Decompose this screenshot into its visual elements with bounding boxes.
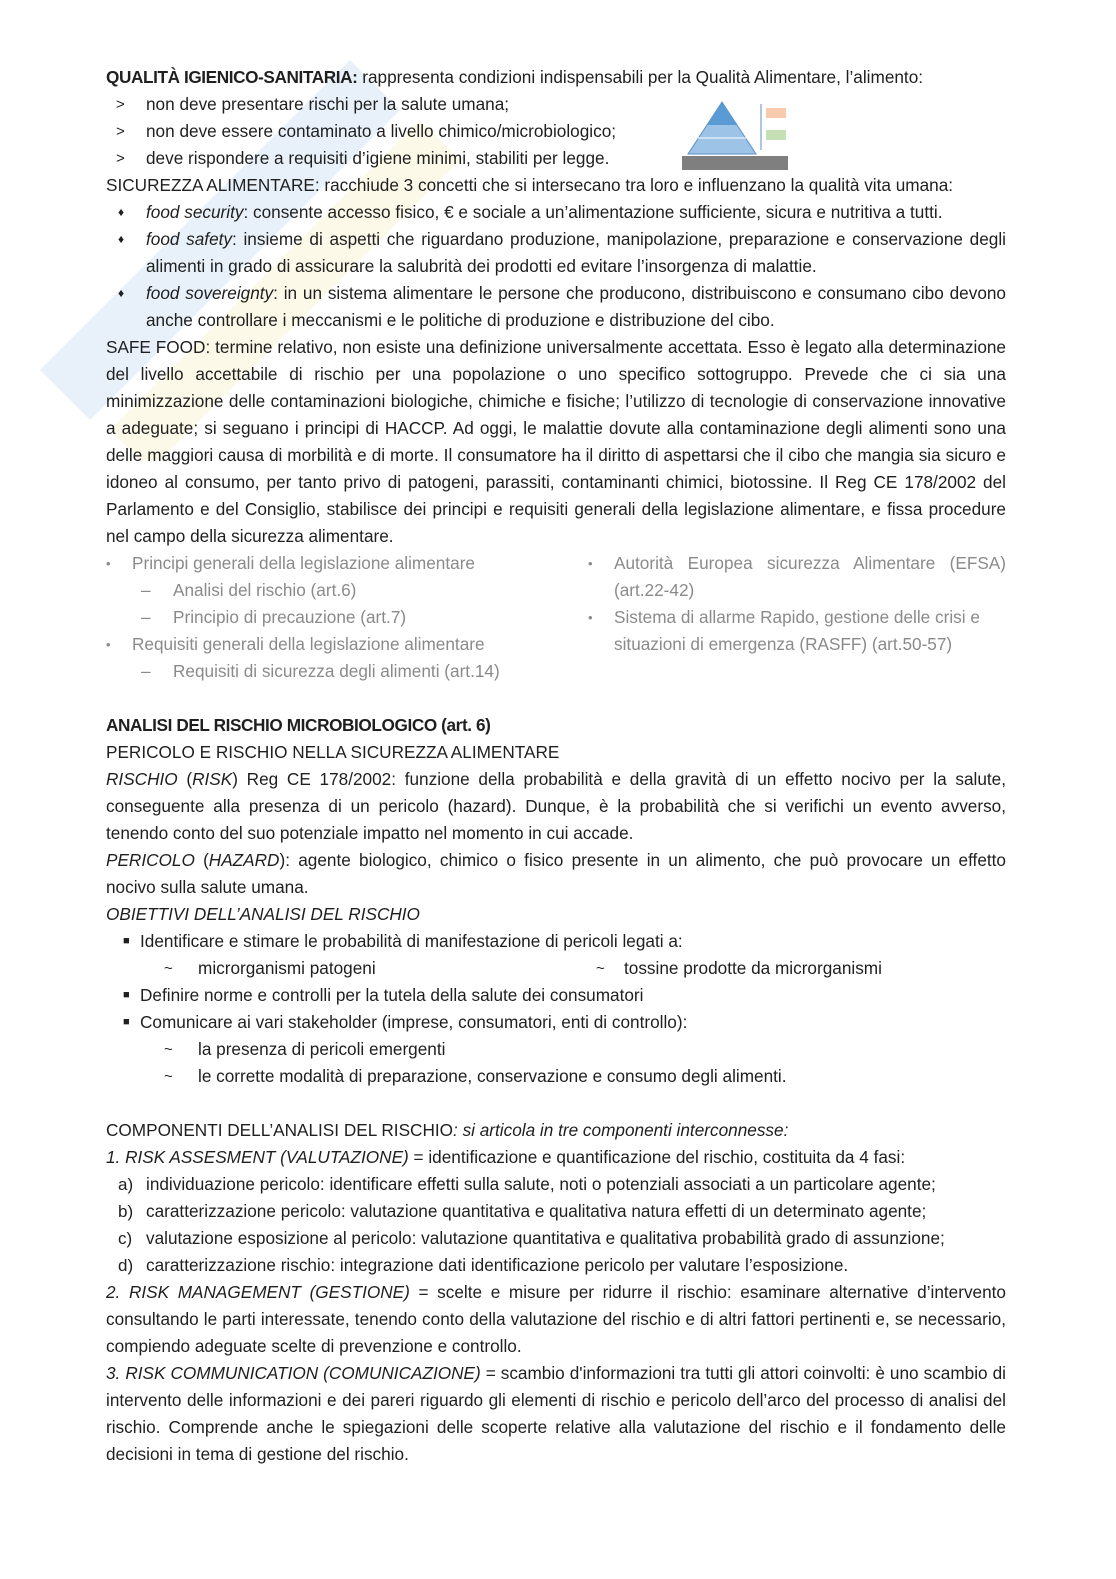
tilde-bullet-icon: ~ <box>164 1041 173 1058</box>
dot-bullet-icon: • <box>106 556 111 571</box>
list-item: • Autorità Europea sicurezza Alimentare (EFSA) (art.22-42) <box>588 550 1006 604</box>
fasi-list <box>106 1171 1006 1279</box>
list-item: ♦ food safety: insieme di aspetti che riguardano produzione, manipolazione, preparazione e conservazione degli alimenti in grado di assicurare la salubrità dei prodotti ed evitare l’insorgenza di malattie. <box>106 226 1006 280</box>
list-item: – Analisi del rischio (art.6) <box>106 577 588 604</box>
risk-assessment-heading: 1. RISK ASSESMENT (VALUTAZIONE) = identificazione e quantificazione del rischio, costituita da 4 fasi: <box>106 1147 906 1167</box>
list-item: • Sistema di allarme Rapido, gestione delle crisi e situazioni di emergenza (RASFF) (art.50-57) <box>588 604 1006 658</box>
qualita-title: QUALITÀ IGIENICO-SANITARIA: <box>106 67 358 87</box>
regulation-list-left <box>106 550 588 685</box>
regulation-list <box>106 550 1006 685</box>
list-item: ~ microrganismi patogeni <box>106 955 588 982</box>
qualita-list <box>106 91 1006 172</box>
analisi-title: ANALISI DEL RISCHIO MICROBIOLOGICO (art. 6) <box>106 715 491 735</box>
safe-food-paragraph: SAFE FOOD: termine relativo, non esiste una definizione universalmente accettata. Esso è legato alla determinazione del livello accettabile di rischio per una popolazione o uno specifico sottogruppo. Prevede che ci sia una minimizzazione delle contaminazioni biologiche, chimiche e fisiche; l’utilizzo di tecnologie di conservazione innovative a adeguate; si seguano i principi di HACCP. Ad oggi, le malattie dovute alla contaminazione degli alimenti sono una delle maggiori causa di morbilità e di morte. Il consumatore ha il diritto di aspettarsi che il cibo che mangia sia sicuro e idoneo al consumo, per tanto privo di patogeni, parassiti, contaminanti chimici, biotossine. Il Reg CE 178/2002 del Parlamento e del Consiglio, stabilisce dei principi e requisiti generali della legislazione alimentare, e fissa procedure nel campo della sicurezza alimentare. <box>106 337 1006 546</box>
tilde-bullet-icon: ~ <box>164 1068 173 1085</box>
dot-bullet-icon: • <box>106 637 111 652</box>
square-bullet-icon: ■ <box>123 1016 130 1028</box>
list-item: c) valutazione esposizione al pericolo: valutazione quantitativa e qualitativa probabilità grado di assunzione; <box>118 1228 945 1248</box>
dot-bullet-icon: • <box>588 556 593 571</box>
componenti-intro: COMPONENTI DELL’ANALISI DEL RISCHIO: si articola in tre componenti interconnesse: <box>106 1120 789 1140</box>
dot-bullet-icon: • <box>588 610 593 625</box>
list-item: • Principi generali della legislazione alimentare <box>106 550 588 577</box>
list-item: ~ la presenza di pericoli emergenti <box>106 1036 1006 1063</box>
pericolo-definition: PERICOLO (HAZARD): agente biologico, chimico o fisico presente in un alimento, che può provocare un effetto nocivo sulla salute umana. <box>106 850 1006 897</box>
sub-list <box>106 955 1006 982</box>
arrow-bullet-icon: > <box>116 123 125 140</box>
qualita-intro: rappresenta condizioni indispensabili per la Qualità Alimentare, l’alimento: <box>357 67 924 87</box>
list-item: ■ Identificare e stimare le probabilità di manifestazione di pericoli legati a: <box>106 928 1006 955</box>
dash-bullet-icon: – <box>141 661 151 681</box>
document-page <box>106 64 1006 1468</box>
obiettivi-title: OBIETTIVI DELL’ANALISI DEL RISCHIO <box>106 904 420 924</box>
list-item: b) caratterizzazione pericolo: valutazione quantitativa e qualitativa natura effetti di un determinato agente; <box>118 1201 927 1221</box>
obiettivi-list <box>106 928 1006 1090</box>
list-item: d) caratterizzazione rischio: integrazione dati identificazione pericolo per valutare l’esposizione. <box>118 1255 849 1275</box>
list-item: ~ le corrette modalità di preparazione, conservazione e consumo degli alimenti. <box>106 1063 1006 1090</box>
qualita-paragraph <box>106 64 1006 91</box>
list-item: ■ Comunicare ai vari stakeholder (imprese, consumatori, enti di controllo): <box>106 1009 1006 1036</box>
risk-communication-paragraph: 3. RISK COMMUNICATION (COMUNICAZIONE) = scambio d'informazioni tra tutti gli attori coinvolti: è uno scambio di intervento delle informazioni e dei pareri riguardo gli elementi di rischio e pericolo dell’arco del processo di analisi del rischio. Comprende anche le spiegazioni delle scoperte relative alla valutazione del rischio e il fondamento delle decisioni in tema di gestione del rischio. <box>106 1363 1006 1464</box>
tilde-bullet-icon: ~ <box>596 960 605 977</box>
risk-management-paragraph: 2. RISK MANAGEMENT (GESTIONE) = scelte e misure per ridurre il rischio: esaminare alternative d’intervento consultando le parti interessate, tenendo conto della valutazione del rischio e di altri fattori pertinenti e, se necessario, compiendo adeguate scelte di prevenzione e controllo. <box>106 1282 1006 1356</box>
diamond-bullet-icon: ♦ <box>118 286 125 300</box>
sicurezza-intro: SICUREZZA ALIMENTARE: racchiude 3 concetti che si intersecano tra loro e influenzano la qualità vita umana: <box>106 175 954 195</box>
list-item: ♦ food security: consente accesso fisico, € e sociale a un’alimentazione sufficiente, sicura e nutritiva a tutti. <box>106 199 1006 226</box>
list-item <box>106 955 1006 982</box>
list-item: – Principio di precauzione (art.7) <box>106 604 588 631</box>
list-item: a) individuazione pericolo: identificare effetti sulla salute, noti o potenziali associati a un particolare agente; <box>118 1174 936 1194</box>
list-item: – Requisiti di sicurezza degli alimenti (art.14) <box>106 658 588 685</box>
list-item: > deve rispondere a requisiti d’igiene minimi, stabiliti per legge. <box>106 145 1006 172</box>
arrow-bullet-icon: > <box>116 150 125 167</box>
regulation-list-right <box>588 550 1006 685</box>
list-item: ♦ food sovereignty: in un sistema alimentare le persone che producono, distribuiscono e consumano cibo devono anche controllare i meccanismi e le politiche di produzione e distribuzione del cibo. <box>106 280 1006 334</box>
list-item: • Requisiti generali della legislazione alimentare <box>106 631 588 658</box>
sicurezza-list <box>106 199 1006 334</box>
diamond-bullet-icon: ♦ <box>118 205 125 219</box>
square-bullet-icon: ■ <box>123 935 130 947</box>
dash-bullet-icon: – <box>141 607 151 627</box>
list-item: ~ tossine prodotte da microrganismi <box>588 955 882 982</box>
analisi-subtitle: PERICOLO E RISCHIO NELLA SICUREZZA ALIMENTARE <box>106 742 560 762</box>
list-item: > non deve presentare rischi per la salute umana; <box>106 91 1006 118</box>
square-bullet-icon: ■ <box>123 989 130 1001</box>
list-item: ■ Definire norme e controlli per la tutela della salute dei consumatori <box>106 982 1006 1009</box>
diamond-bullet-icon: ♦ <box>118 232 125 246</box>
rischio-definition: RISCHIO (RISK) Reg CE 178/2002: funzione della probabilità e della gravità di un effetto nocivo per la salute, conseguente alla presenza di un pericolo (hazard). Dunque, è la probabilità che si verifichi un evento avverso, tenendo conto del suo potenziale impatto nel momento in cui accade. <box>106 769 1006 843</box>
arrow-bullet-icon: > <box>116 96 125 113</box>
dash-bullet-icon: – <box>141 580 151 600</box>
tilde-bullet-icon: ~ <box>164 960 173 977</box>
list-item: > non deve essere contaminato a livello chimico/microbiologico; <box>106 118 1006 145</box>
